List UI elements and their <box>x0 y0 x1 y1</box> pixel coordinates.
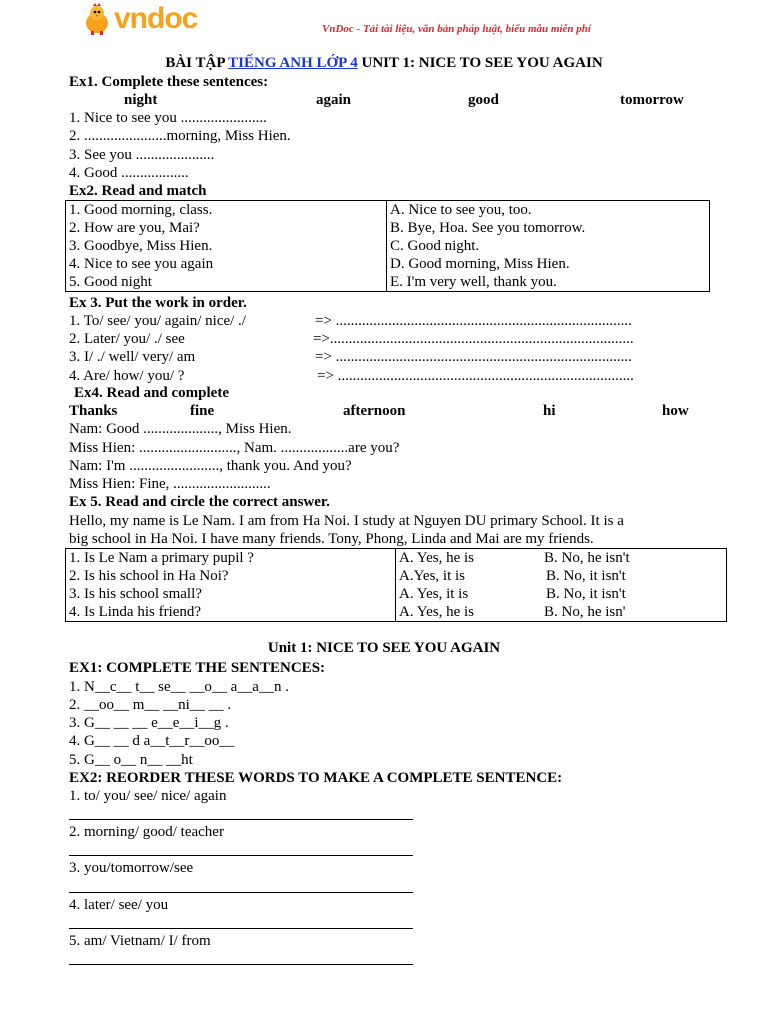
ex2-match-table <box>65 200 710 292</box>
part2-ex2-item: 1. to/ you/ see/ nice/ again <box>69 788 227 804</box>
ex2-right-item: D. Good morning, Miss Hien. <box>390 256 570 272</box>
part2-ex2-item: 4. later/ see/ you <box>69 897 169 913</box>
ex5-option-a[interactable]: A. Yes, it is <box>399 586 469 602</box>
part2-ex2-item: 3. you/tomorrow/see <box>69 860 194 876</box>
ex3-answer-line: => ............................................................................... <box>315 313 632 329</box>
part2-ex1-item: 1. N__c__ t__ se__ __o__ a__a__n . <box>69 679 289 695</box>
ex2-right-item: A. Nice to see you, too. <box>390 202 532 218</box>
ex3-question: 1. To/ see/ you/ again/ nice/ ./ <box>69 313 246 329</box>
part2-ex1-heading: EX1: COMPLETE THE SENTENCES: <box>69 660 326 676</box>
ex2-left-item: 2. How are you, Mai? <box>69 220 200 236</box>
ex5-option-b[interactable]: B. No, he isn't <box>544 550 630 566</box>
ex2-left-item: 3. Goodbye, Miss Hien. <box>69 238 213 254</box>
ex1-heading: Ex1. Complete these sentences: <box>69 74 269 90</box>
ex5-passage: big school in Ha Noi. I have many friends. Tony, Phong, Linda and Mai are my friends. <box>69 531 594 547</box>
ex5-option-a[interactable]: A.Yes, it is <box>399 568 465 584</box>
ex4-word: afternoon <box>343 403 406 419</box>
ex1-word: good <box>468 92 499 108</box>
ex3-question: 2. Later/ you/ ./ see <box>69 331 185 347</box>
ex2-heading: Ex2. Read and match <box>69 183 207 199</box>
title-suffix: UNIT 1: NICE TO SEE YOU AGAIN <box>357 55 603 71</box>
title-link[interactable]: TIẾNG ANH LỚP 4 <box>228 55 358 71</box>
ex3-answer-line: =>................................................................................. <box>313 331 634 347</box>
answer-blank-line[interactable] <box>69 892 413 893</box>
ex1-word: night <box>124 92 158 108</box>
ex2-right-column <box>387 201 710 292</box>
ex2-left-column <box>66 201 387 292</box>
logo-wordmark: vndoc <box>114 2 198 35</box>
ex5-question: 3. Is his school small? <box>69 586 202 602</box>
ex4-word: hi <box>543 403 556 419</box>
ex2-left-item: 5. Good night <box>69 274 152 290</box>
ex1-item: 3. See you ..................... <box>69 147 215 163</box>
part2-ex2-item: 2. morning/ good/ teacher <box>69 824 224 840</box>
ex2-left-item: 4. Nice to see you again <box>69 256 214 272</box>
ex3-answer-line: => ............................................................................... <box>317 368 634 384</box>
ex3-question: 4. Are/ how/ you/ ? <box>69 368 185 384</box>
ex4-word: Thanks <box>69 403 118 419</box>
ex1-word: tomorrow <box>620 92 684 108</box>
ex5-heading: Ex 5. Read and circle the correct answer. <box>69 494 330 510</box>
ex5-passage: Hello, my name is Le Nam. I am from Ha Noi. I study at Nguyen DU primary School. It is a <box>69 513 624 529</box>
part2-ex2-item: 5. am/ Vietnam/ I/ from <box>69 933 211 949</box>
ex3-question: 3. I/ ./ well/ very/ am <box>69 349 196 365</box>
part2-ex2-heading: EX2: REORDER THESE WORDS TO MAKE A COMPLETE SENTENCE: <box>69 770 563 786</box>
answer-blank-line[interactable] <box>69 964 413 965</box>
ex3-heading: Ex 3. Put the work in order. <box>69 295 247 311</box>
ex1-item: 1. Nice to see you ....................... <box>69 110 267 126</box>
ex2-left-item: 1. Good morning, class. <box>69 202 213 218</box>
ex4-dialogue-line: Nam: Good ...................., Miss Hien. <box>69 421 292 437</box>
ex4-word: how <box>662 403 689 419</box>
part2-ex1-item: 2. __oo__ m__ __ni__ __ . <box>69 697 232 713</box>
ex2-right-item: B. Bye, Hoa. See you tomorrow. <box>390 220 586 236</box>
ex1-item: 2. ......................morning, Miss Hien. <box>69 128 291 144</box>
part2-ex1-item: 4. G__ __ d a__t__r__oo__ <box>69 733 235 749</box>
ex3-answer-line: => ............................................................................... <box>315 349 632 365</box>
ex5-question: 4. Is Linda his friend? <box>69 604 202 620</box>
ex1-item: 4. Good .................. <box>69 165 189 181</box>
ex5-option-a[interactable]: A. Yes, he is <box>399 550 475 566</box>
part2-ex1-item: 3. G__ __ __ e__e__i__g . <box>69 715 229 731</box>
ex5-questions <box>66 549 396 622</box>
vndoc-logo[interactable] <box>82 2 197 36</box>
ex5-option-b[interactable]: B. No, it isn't <box>546 586 626 602</box>
ex4-dialogue-line: Miss Hien: .........................., Nam. ..................are you? <box>69 440 400 456</box>
ex4-dialogue-line: Miss Hien: Fine, .......................... <box>69 476 271 492</box>
page-title <box>0 55 768 72</box>
ex2-right-item: C. Good night. <box>390 238 480 254</box>
ex2-right-item: E. I'm very well, thank you. <box>390 274 557 290</box>
answer-blank-line[interactable] <box>69 928 413 929</box>
site-tagline: VnDoc - Tải tài liệu, văn bản pháp luật, biểu mẫu miễn phí <box>322 23 591 35</box>
ex5-question: 1. Is Le Nam a primary pupil ? <box>69 550 254 566</box>
ex5-answers <box>396 549 727 622</box>
ex4-word: fine <box>190 403 215 419</box>
answer-blank-line[interactable] <box>69 855 413 856</box>
ex5-option-a[interactable]: A. Yes, he is <box>399 604 475 620</box>
ex1-word: again <box>316 92 352 108</box>
ex4-dialogue-line: Nam: I'm ........................, thank you. And you? <box>69 458 352 474</box>
part2-title: Unit 1: NICE TO SEE YOU AGAIN <box>267 640 501 656</box>
ex5-question-table <box>65 548 727 622</box>
ex4-heading: Ex4. Read and complete <box>74 385 229 401</box>
part2-ex1-item: 5. G__ o__ n__ __ht <box>69 752 193 768</box>
chick-mascot-icon <box>82 3 112 35</box>
ex5-question: 2. Is his school in Ha Noi? <box>69 568 229 584</box>
title-prefix: BÀI TẬP <box>165 55 229 71</box>
ex5-option-b[interactable]: B. No, it isn't <box>546 568 626 584</box>
ex5-option-b[interactable]: B. No, he isn' <box>544 604 626 620</box>
answer-blank-line[interactable] <box>69 819 413 820</box>
